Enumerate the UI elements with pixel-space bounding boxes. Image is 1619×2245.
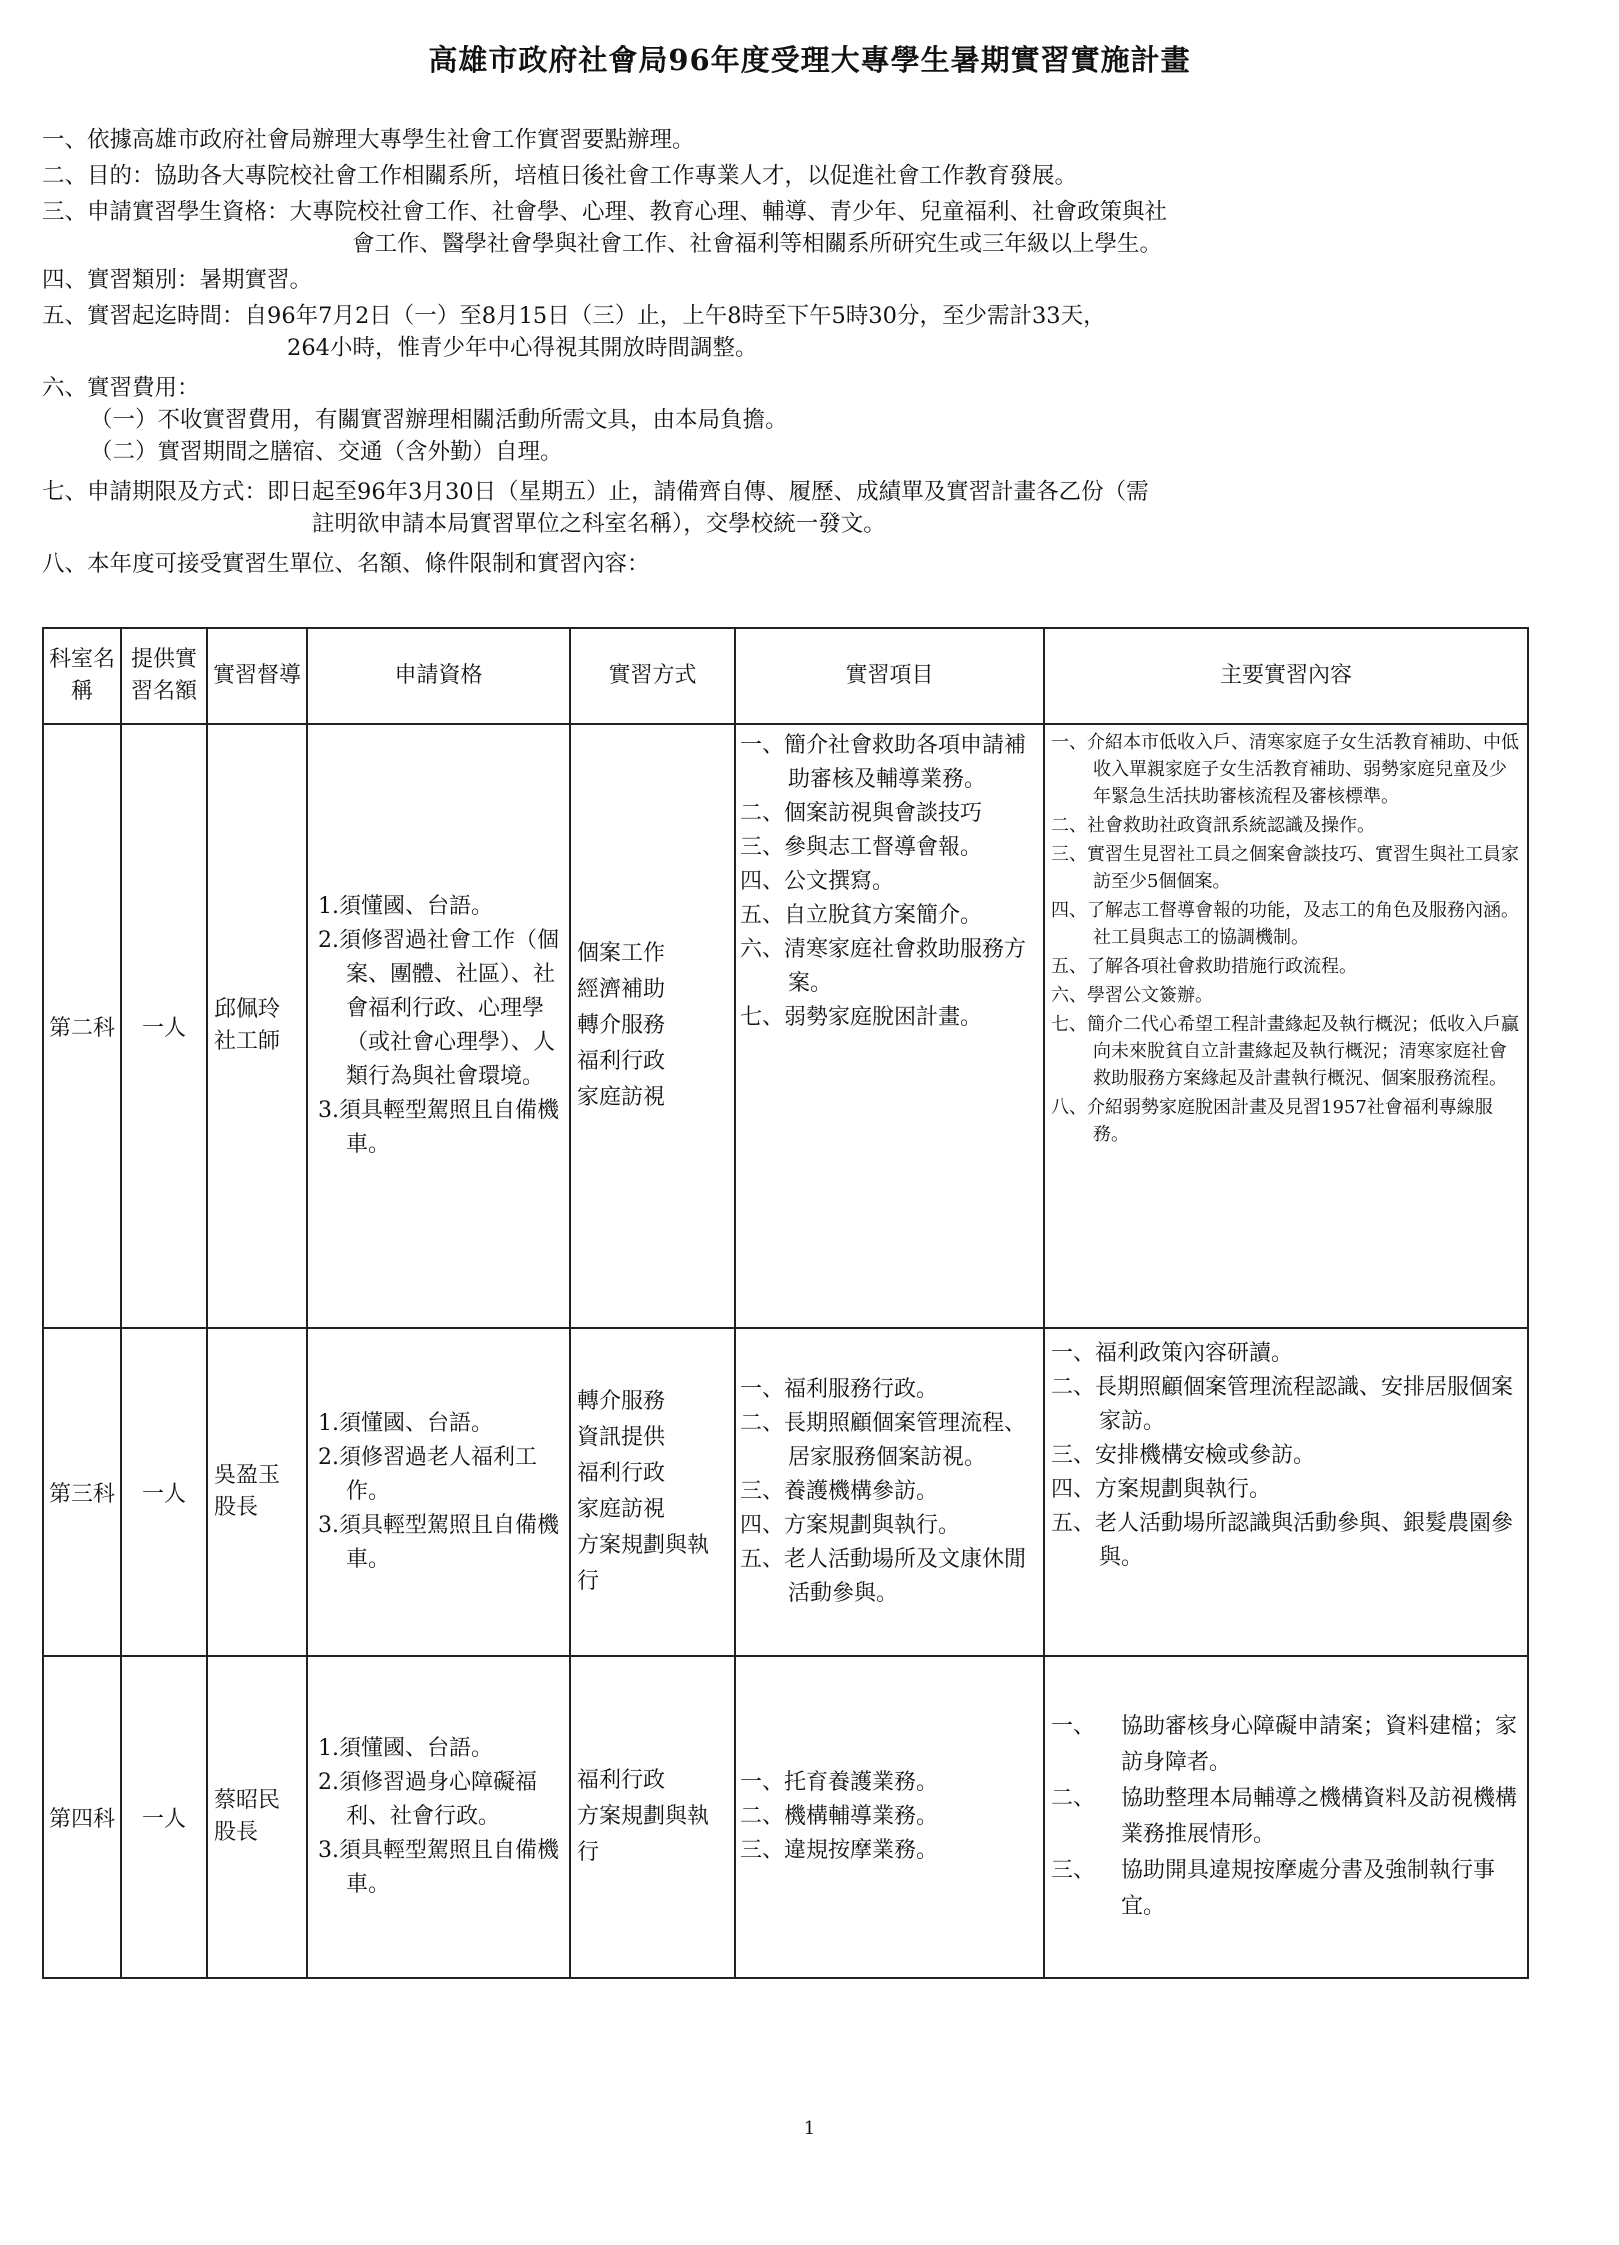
table-row xyxy=(43,1328,1528,1656)
method-item: 經濟補助 xyxy=(577,977,666,1002)
qualification-cell xyxy=(307,724,570,1328)
header-qualification: 申請資格 xyxy=(307,628,570,724)
internship-item: 二、個案訪視與會談技巧 xyxy=(740,801,983,826)
qualification-item: 2.須修習過社會工作（個案、團體、社區）、社會福利行政、心理學（或社會心理學）、人類行為與社會環境。 xyxy=(318,928,559,1089)
qualification-item: 2.須修習過老人福利工作。 xyxy=(318,1445,537,1504)
method-item: 資訊提供 xyxy=(577,1425,666,1450)
qualification-item: 1.須懂國、台語。 xyxy=(318,1736,493,1761)
quota-cell: 一人 xyxy=(121,1328,207,1656)
section-6-heading: 六、實習費用： xyxy=(42,375,200,401)
supervisor-cell: 吳盈玉股長 xyxy=(207,1328,307,1656)
internship-item: 三、養護機構參訪。 xyxy=(740,1479,939,1504)
section-4: 四、實習類別：暑期實習。 xyxy=(42,267,313,293)
dept-cell: 第二科 xyxy=(43,724,121,1328)
method-item: 家庭訪視 xyxy=(577,1497,666,1522)
page-number: 1 xyxy=(803,2118,816,2139)
content-item: 五、了解各項社會救助措施行政流程。 xyxy=(1051,956,1357,977)
section-6-sub-2: （二）實習期間之膳宿、交通（含外勤）自理。 xyxy=(90,439,563,465)
content-item: 二、長期照顧個案管理流程認識、安排居服個案家訪。 xyxy=(1051,1375,1514,1434)
section-6 xyxy=(42,372,1422,468)
internship-item: 五、自立脫貧方案簡介。 xyxy=(740,903,983,928)
qualification-item: 3.須具輕型駕照且自備機車。 xyxy=(318,1838,559,1897)
qualification-cell xyxy=(307,1656,570,1978)
internship-item: 三、參與志工督導會報。 xyxy=(740,835,983,860)
items-cell xyxy=(735,1328,1044,1656)
internship-item: 四、公文撰寫。 xyxy=(740,869,895,894)
table-header-row xyxy=(43,628,1528,724)
header-quota: 提供實習名額 xyxy=(121,628,207,724)
qualification-item: 1.須懂國、台語。 xyxy=(318,1411,493,1436)
content-item-text: 協助審核身心障礙申請案；資料建檔；家訪身障者。 xyxy=(1121,1714,1518,1775)
content-item: 三、安排機構安檢或參訪。 xyxy=(1051,1443,1316,1468)
internship-item: 一、簡介社會救助各項申請補助審核及輔導業務。 xyxy=(740,733,1027,792)
content-cell xyxy=(1044,724,1528,1328)
header-dept: 科室名稱 xyxy=(43,628,121,724)
table-row xyxy=(43,1656,1528,1978)
method-item: 方案規劃與執行 xyxy=(577,1533,710,1594)
internship-item: 四、方案規劃與執行。 xyxy=(740,1513,961,1538)
content-item: 二、社會救助社政資訊系統認識及操作。 xyxy=(1051,815,1375,836)
header-items: 實習項目 xyxy=(735,628,1044,724)
qualification-item: 3.須具輕型駕照且自備機車。 xyxy=(318,1098,559,1157)
content-item: 四、了解志工督導會報的功能，及志工的角色及服務內涵。社工員與志工的協調機制。 xyxy=(1051,900,1519,948)
supervisor-cell: 邱佩玲社工師 xyxy=(207,724,307,1328)
method-item: 福利行政 xyxy=(577,1461,666,1486)
internship-item: 一、托育養護業務。 xyxy=(740,1770,939,1795)
section-5-line-2: 264小時，惟青少年中心得視其開放時間調整。 xyxy=(287,335,758,361)
document-title: 高雄市政府社會局96年度受理大專學生暑期實習實施計畫 xyxy=(428,43,1191,77)
content-item-text: 協助整理本局輔導之機構資料及訪視機構業務推展情形。 xyxy=(1121,1786,1518,1847)
dept-cell: 第四科 xyxy=(43,1656,121,1978)
content-item: 一、介紹本市低收入戶、清寒家庭子女生活教育補助、中低收入單親家庭子女生活教育補助、弱勢家庭兒童及少年緊急生活扶助審核流程及審核標準。 xyxy=(1051,732,1519,807)
method-item: 家庭訪視 xyxy=(577,1085,666,1110)
section-7 xyxy=(42,476,1422,540)
method-item: 方案規劃與執行 xyxy=(577,1804,710,1865)
method-item: 福利行政 xyxy=(577,1768,666,1793)
content-item: 一、福利政策內容研讀。 xyxy=(1051,1341,1294,1366)
internship-item: 二、長期照顧個案管理流程、居家服務個案訪視。 xyxy=(740,1411,1027,1470)
method-item: 福利行政 xyxy=(577,1049,666,1074)
section-5 xyxy=(42,300,1422,364)
table-row xyxy=(43,724,1528,1328)
supervisor-cell: 蔡昭民股長 xyxy=(207,1656,307,1978)
header-content: 主要實習內容 xyxy=(1044,628,1528,724)
content-item: 四、方案規劃與執行。 xyxy=(1051,1477,1272,1502)
internship-table xyxy=(42,627,1529,1979)
qualification-cell xyxy=(307,1328,570,1656)
content-item: 六、學習公文簽辦。 xyxy=(1051,985,1213,1006)
section-3 xyxy=(42,196,1422,260)
section-8: 八、本年度可接受實習生單位、名額、條件限制和實習內容： xyxy=(42,551,650,577)
items-cell xyxy=(735,1656,1044,1978)
qualification-item: 3.須具輕型駕照且自備機車。 xyxy=(318,1513,559,1572)
content-item xyxy=(1051,1709,1521,1781)
content-item-text: 協助開具違規按摩處分書及強制執行事宜。 xyxy=(1121,1858,1496,1919)
method-cell xyxy=(570,1656,735,1978)
content-item: 七、簡介二代心希望工程計畫緣起及執行概況；低收入戶贏向未來脫貧自立計畫緣起及執行概況；清寒家庭社會救助服務方案緣起及計畫執行概況、個案服務流程。 xyxy=(1051,1014,1519,1089)
section-1: 一、依據高雄市政府社會局辦理大專學生社會工作實習要點辦理。 xyxy=(42,127,695,153)
items-cell xyxy=(735,724,1044,1328)
section-3-line-2: 會工作、醫學社會學與社會工作、社會福利等相關系所研究生或三年級以上學生。 xyxy=(352,231,1163,257)
section-6-sub-1: （一）不收實習費用，有關實習辦理相關活動所需文具，由本局負擔。 xyxy=(90,407,788,433)
header-method: 實習方式 xyxy=(570,628,735,724)
content-item: 三、實習生見習社工員之個案會談技巧、實習生與社工員家訪至少5個個案。 xyxy=(1051,844,1519,892)
content-item xyxy=(1051,1781,1521,1853)
plan-sections xyxy=(42,124,1422,584)
content-item-number: 三、 xyxy=(1051,1858,1096,1883)
content-cell xyxy=(1044,1656,1528,1978)
section-2: 二、目的：協助各大專院校社會工作相關系所，培植日後社會工作專業人才，以促進社會工作教育發展。 xyxy=(42,163,1078,189)
section-7-line-1: 七、申請期限及方式：即日起至96年3月30日（星期五）止，請備齊自傳、履歷、成績單及實習計畫各乙份（需 xyxy=(42,479,1149,505)
content-item-number: 一、 xyxy=(1051,1714,1096,1739)
content-item xyxy=(1051,1853,1521,1925)
header-supervisor: 實習督導 xyxy=(207,628,307,724)
internship-item: 七、弱勢家庭脫困計畫。 xyxy=(740,1005,983,1030)
method-cell xyxy=(570,1328,735,1656)
section-5-line-1: 五、實習起迄時間：自96年7月2日（一）至8月15日（三）止，上午8時至下午5時30分，至少需計33天， xyxy=(42,303,1106,329)
internship-item: 五、老人活動場所及文康休閒活動參與。 xyxy=(740,1547,1027,1606)
method-item: 個案工作 xyxy=(577,941,666,966)
quota-cell: 一人 xyxy=(121,1656,207,1978)
qualification-item: 1.須懂國、台語。 xyxy=(318,894,493,919)
content-item: 八、介紹弱勢家庭脫困計畫及見習1957社會福利專線服務。 xyxy=(1051,1097,1493,1145)
content-cell xyxy=(1044,1328,1528,1656)
internship-item: 一、福利服務行政。 xyxy=(740,1377,939,1402)
quota-cell: 一人 xyxy=(121,724,207,1328)
content-item-number: 二、 xyxy=(1051,1786,1096,1811)
section-7-line-2: 註明欲申請本局實習單位之科室名稱），交學校統一發文。 xyxy=(312,511,886,537)
internship-item: 三、違規按摩業務。 xyxy=(740,1838,939,1863)
qualification-item: 2.須修習過身心障礙福利、社會行政。 xyxy=(318,1770,537,1829)
internship-item: 六、清寒家庭社會救助服務方案。 xyxy=(740,937,1027,996)
method-cell xyxy=(570,724,735,1328)
internship-item: 二、機構輔導業務。 xyxy=(740,1804,939,1829)
dept-cell: 第三科 xyxy=(43,1328,121,1656)
method-item: 轉介服務 xyxy=(577,1013,666,1038)
method-item: 轉介服務 xyxy=(577,1389,666,1414)
content-item: 五、老人活動場所認識與活動參與、銀髮農園參與。 xyxy=(1051,1511,1514,1570)
section-3-line-1: 三、申請實習學生資格：大專院校社會工作、社會學、心理、教育心理、輔導、青少年、兒童福利、社會政策與社 xyxy=(42,199,1168,225)
